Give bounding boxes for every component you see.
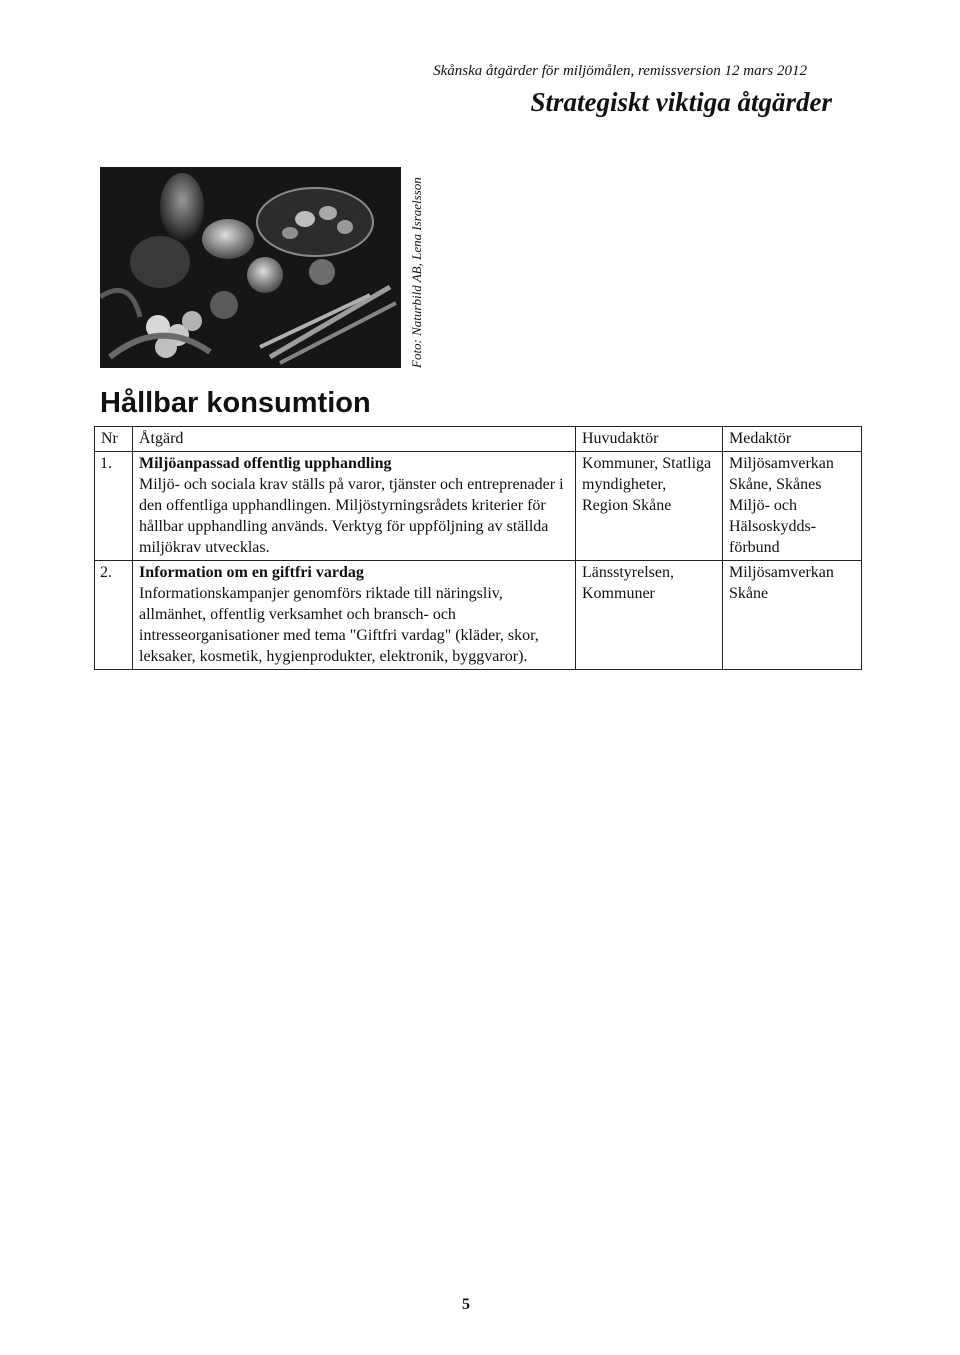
header-action: Åtgärd <box>133 427 576 452</box>
action-cell <box>133 561 576 670</box>
co-actor: Miljösamverkan Skåne, Skånes Miljö- och Hälsoskydds-förbund <box>723 452 862 561</box>
document-subtitle: Skånska åtgärder för miljömålen, remissversion 12 mars 2012 <box>433 63 807 79</box>
action-description: Miljö- och sociala krav ställs på varor, tjänster och entreprenader i den offentliga upphandlingen. Miljöstyrningsrådets kriterier för hållbar upphandling används. Verktyg för uppföljning av ställda miljökrav utvecklas. <box>139 476 564 556</box>
co-actor: Miljösamverkan Skåne <box>723 561 862 670</box>
actions-table <box>94 426 862 670</box>
table-header-row <box>95 427 862 452</box>
vegetables-photo <box>100 167 401 368</box>
photo-credit: Foto: Naturbild AB, Lena Israelsson <box>409 177 424 368</box>
table-row <box>95 452 862 561</box>
document-title: Strategiskt viktiga åtgärder <box>530 87 832 117</box>
header-nr: Nr <box>95 427 133 452</box>
header-main-actor: Huvudaktör <box>576 427 723 452</box>
action-cell <box>133 452 576 561</box>
header-co-actor: Medaktör <box>723 427 862 452</box>
section-title: Hållbar konsumtion <box>100 387 371 419</box>
main-actor: Länsstyrelsen, Kommuner <box>576 561 723 670</box>
table-row <box>95 561 862 670</box>
action-title: Information om en giftfri vardag <box>139 564 364 581</box>
main-actor: Kommuner, Statliga myndigheter, Region Skåne <box>576 452 723 561</box>
action-description: Informationskampanjer genomförs riktade till näringsliv, allmänhet, offentlig verksamhet och bransch- och intresseorganisationer med tema "Giftfri vardag" (kläder, skor, leksaker, kosmetik, hygienprodukter, elektronik, byggvaror). <box>139 585 539 665</box>
action-title: Miljöanpassad offentlig upphandling <box>139 455 392 472</box>
row-number: 2. <box>95 561 133 670</box>
page-number: 5 <box>462 1296 470 1313</box>
row-number: 1. <box>95 452 133 561</box>
